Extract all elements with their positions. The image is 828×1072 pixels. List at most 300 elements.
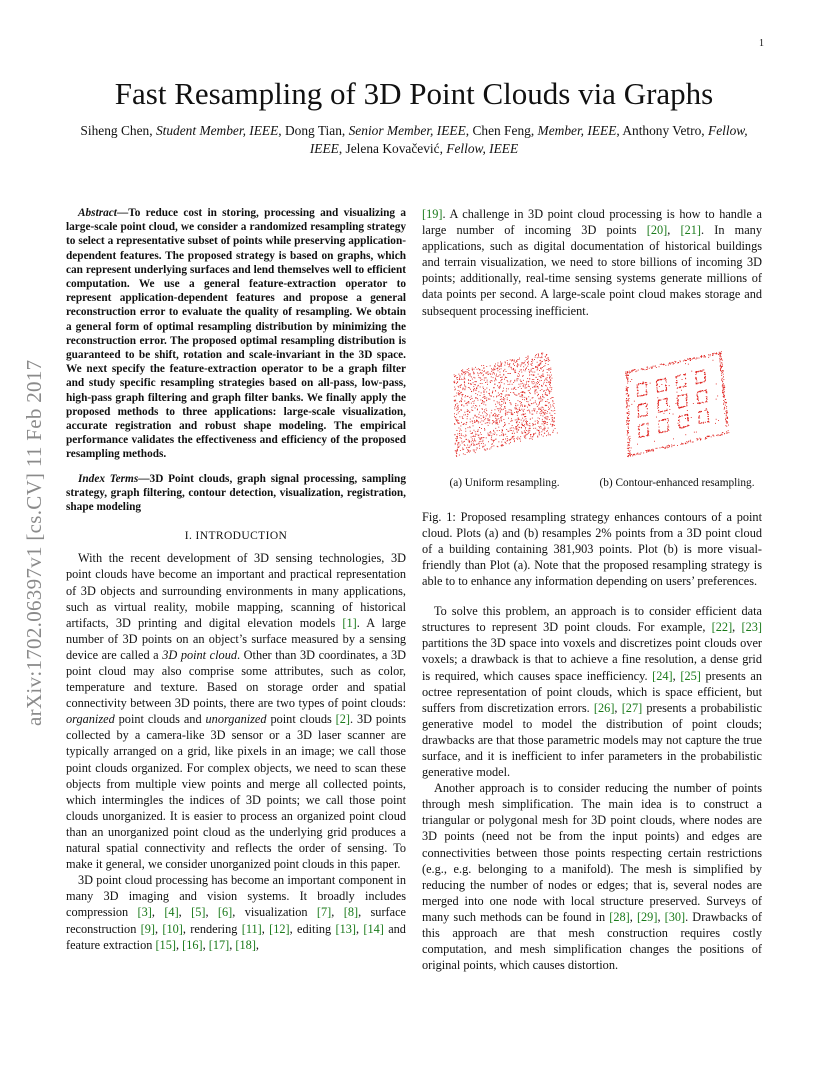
point-cloud-dot <box>707 412 708 413</box>
point-cloud-dot <box>467 414 468 415</box>
point-cloud-dot <box>707 413 708 414</box>
point-cloud-dot <box>468 442 469 443</box>
point-cloud-dot <box>513 438 514 439</box>
point-cloud-dot <box>665 419 666 420</box>
point-cloud-dot <box>679 395 680 396</box>
citation-link[interactable]: [14] <box>363 921 384 936</box>
point-cloud-dot <box>630 454 631 455</box>
point-cloud-dot <box>510 413 511 414</box>
point-cloud-dot <box>665 446 666 447</box>
point-cloud-dot <box>494 369 495 370</box>
point-cloud-dot <box>518 429 519 430</box>
citation-link[interactable]: [9] <box>140 921 155 936</box>
point-cloud-dot <box>708 416 709 417</box>
point-cloud-dot <box>704 372 705 373</box>
point-cloud-dot <box>690 439 691 440</box>
point-cloud-dot <box>705 378 706 379</box>
citation-link[interactable]: [22] <box>711 620 733 635</box>
point-cloud-dot <box>531 365 532 366</box>
point-cloud-dot <box>638 416 639 417</box>
point-cloud-dot <box>726 420 727 421</box>
point-cloud-dot <box>519 385 520 386</box>
citation-link[interactable]: [2] <box>335 712 351 727</box>
point-cloud-dot <box>501 444 502 445</box>
point-cloud-dot <box>530 368 531 369</box>
point-cloud-dot <box>463 405 464 406</box>
point-cloud-dot <box>534 390 535 391</box>
citation-link[interactable]: [16] <box>182 937 203 952</box>
point-cloud-dot <box>533 433 534 434</box>
point-cloud-dot <box>502 445 503 446</box>
left-column <box>66 206 406 953</box>
point-cloud-dot <box>649 367 650 368</box>
point-cloud-dot <box>541 410 542 411</box>
point-cloud-dot <box>720 354 721 355</box>
point-cloud-dot <box>522 432 523 433</box>
citation-link[interactable]: [23] <box>741 620 762 635</box>
point-cloud-dot <box>528 428 529 429</box>
point-cloud-dot <box>527 424 528 425</box>
citation-link[interactable]: [27] <box>621 700 643 715</box>
point-cloud-dot <box>509 383 510 384</box>
citation-link[interactable]: [29] <box>636 909 658 924</box>
point-cloud-dot <box>706 398 707 399</box>
point-cloud-dot <box>524 384 525 385</box>
point-cloud-dot <box>506 413 507 414</box>
point-cloud-dot <box>674 361 675 362</box>
point-cloud-dot <box>492 433 493 434</box>
point-cloud-dot <box>637 389 638 390</box>
point-cloud-dot <box>541 406 542 407</box>
point-cloud-dot <box>640 404 641 405</box>
point-cloud-dot <box>724 387 725 388</box>
point-cloud-dot <box>658 407 659 408</box>
point-cloud-dot <box>542 407 543 408</box>
point-cloud-dot <box>501 379 502 380</box>
point-cloud-dot <box>461 371 462 372</box>
point-cloud-dot <box>668 420 669 421</box>
point-cloud-dot <box>481 409 482 410</box>
point-cloud-dot <box>526 382 527 383</box>
point-cloud-dot <box>487 384 488 385</box>
point-cloud-dot <box>526 421 527 422</box>
point-cloud-dot <box>456 407 457 408</box>
citation-link[interactable]: [4] <box>164 905 179 920</box>
point-cloud-dot <box>548 409 549 410</box>
point-cloud-dot <box>713 353 714 354</box>
point-cloud-dot <box>547 360 548 361</box>
point-cloud-dot <box>722 370 723 371</box>
point-cloud-dot <box>546 431 547 432</box>
point-cloud-dot <box>481 370 482 371</box>
point-cloud-dot <box>673 445 674 446</box>
point-cloud-dot <box>663 419 664 420</box>
citation-link[interactable]: [18] <box>235 937 256 952</box>
point-cloud-dot <box>725 404 726 405</box>
point-cloud-dot <box>454 376 455 377</box>
point-cloud-dot <box>528 370 529 371</box>
point-cloud-dot <box>657 390 658 391</box>
point-cloud-dot <box>667 427 668 428</box>
text-run: , <box>175 937 183 952</box>
citation-link[interactable]: [7] <box>316 905 332 920</box>
point-cloud-dot <box>657 389 658 390</box>
point-cloud-dot <box>696 431 697 432</box>
point-cloud-dot <box>679 416 680 417</box>
point-cloud-dot <box>499 371 500 372</box>
point-cloud-dot <box>724 389 725 390</box>
point-cloud-dot <box>515 362 516 363</box>
point-cloud-dot <box>524 364 525 365</box>
point-cloud-dot <box>552 431 553 432</box>
point-cloud-dot <box>650 450 651 451</box>
point-cloud-dot <box>551 421 552 422</box>
point-cloud-dot <box>716 398 717 399</box>
point-cloud-dot <box>703 356 704 357</box>
point-cloud-dot <box>524 360 525 361</box>
point-cloud-dot <box>493 445 494 446</box>
point-cloud-dot <box>493 400 494 401</box>
point-cloud-dot <box>724 401 725 402</box>
point-cloud-dot <box>673 438 674 439</box>
point-cloud-dot <box>527 390 528 391</box>
point-cloud-dot <box>527 360 528 361</box>
point-cloud-dot <box>644 415 645 416</box>
point-cloud-dot <box>689 425 690 426</box>
citation-link[interactable]: [11] <box>241 921 262 936</box>
point-cloud-dot <box>481 428 482 429</box>
point-cloud-dot <box>521 362 522 363</box>
point-cloud-dot <box>495 379 496 380</box>
point-cloud-dot <box>725 419 726 420</box>
point-cloud-dot <box>468 402 469 403</box>
point-cloud-dot <box>515 426 516 427</box>
point-cloud-dot <box>489 434 490 435</box>
point-cloud-dot <box>638 383 639 384</box>
point-cloud-dot <box>532 368 533 369</box>
point-cloud-dot <box>467 410 468 411</box>
point-cloud-dot <box>523 425 524 426</box>
point-cloud-dot <box>484 396 485 397</box>
point-cloud-dot <box>505 443 506 444</box>
point-cloud-dot <box>503 408 504 409</box>
citation-link[interactable]: [13] <box>335 921 356 936</box>
point-cloud-dot <box>541 419 542 420</box>
point-cloud-dot <box>629 439 630 440</box>
point-cloud-dot <box>521 404 522 405</box>
subfigure-a <box>422 349 587 491</box>
point-cloud-dot <box>545 379 546 380</box>
citation-link[interactable]: [6] <box>217 905 233 920</box>
point-cloud-dot <box>680 374 681 375</box>
text-run: presents a probabilistic generative model to model the distribution of point clouds; drawbacks are that those parametric models may not capture the true surface, and it is inefficient to infer parameters in the probabilistic generative model. <box>422 700 763 780</box>
point-cloud-dot <box>627 419 628 420</box>
point-cloud-dot <box>705 390 706 391</box>
point-cloud-dot <box>659 366 660 367</box>
point-cloud-dot <box>723 400 724 401</box>
point-cloud-dot <box>706 408 707 409</box>
point-cloud-dot <box>501 362 502 363</box>
point-cloud-dot <box>509 402 510 403</box>
point-cloud-dot <box>531 361 532 362</box>
point-cloud-dot <box>537 353 538 354</box>
point-cloud-dot <box>651 366 652 367</box>
point-cloud-dot <box>457 409 458 410</box>
point-cloud-dot <box>628 432 629 433</box>
point-cloud-dot <box>523 369 524 370</box>
point-cloud-dot <box>538 354 539 355</box>
point-cloud-dot <box>544 365 545 366</box>
point-cloud-dot <box>475 381 476 382</box>
point-cloud-dot <box>705 421 706 422</box>
point-cloud-dot <box>727 432 728 433</box>
point-cloud-dot <box>697 402 698 403</box>
point-cloud-dot <box>454 386 455 387</box>
point-cloud-dot <box>628 381 629 382</box>
point-cloud-dot <box>456 379 457 380</box>
citation-link[interactable]: [25] <box>680 668 701 683</box>
point-cloud-dot <box>505 438 506 439</box>
point-cloud-dot <box>637 387 638 388</box>
emphasis: organized <box>66 712 115 727</box>
point-cloud-dot <box>524 431 525 432</box>
point-cloud-dot <box>551 397 552 398</box>
citation-link[interactable]: [20] <box>646 223 668 238</box>
point-cloud-dot <box>457 412 458 413</box>
point-cloud-dot <box>541 434 542 435</box>
point-cloud-dot <box>537 422 538 423</box>
point-cloud-dot <box>488 374 489 375</box>
point-cloud-dot <box>492 390 493 391</box>
point-cloud-dot <box>548 368 549 369</box>
point-cloud-dot <box>628 444 629 445</box>
point-cloud-dot <box>492 422 493 423</box>
point-cloud-dot <box>490 376 491 377</box>
point-cloud-dot <box>539 380 540 381</box>
point-cloud-dot <box>547 389 548 390</box>
point-cloud-dot <box>640 437 641 438</box>
point-cloud-dot <box>514 370 515 371</box>
point-cloud-dot <box>483 374 484 375</box>
point-cloud-dot <box>473 429 474 430</box>
point-cloud-dot <box>660 447 661 448</box>
point-cloud-dot <box>457 442 458 443</box>
point-cloud-dot <box>508 443 509 444</box>
point-cloud-dot <box>520 388 521 389</box>
point-cloud-dot <box>688 424 689 425</box>
point-cloud-dot <box>535 384 536 385</box>
point-cloud-dot <box>724 408 725 409</box>
point-cloud-dot <box>629 413 630 414</box>
point-cloud-dot <box>678 420 679 421</box>
point-cloud-dot <box>520 440 521 441</box>
point-cloud-dot <box>552 420 553 421</box>
point-cloud-dot <box>479 383 480 384</box>
citation-link[interactable]: [1] <box>342 615 357 630</box>
point-cloud-dot <box>626 407 627 408</box>
point-cloud-dot <box>457 386 458 387</box>
point-cloud-dot <box>492 391 493 392</box>
point-cloud-dot <box>658 423 659 424</box>
citation-link[interactable]: [8] <box>343 905 359 920</box>
point-cloud-dot <box>466 452 467 453</box>
point-cloud-dot <box>474 381 475 382</box>
point-cloud-dot <box>459 401 460 402</box>
point-cloud-dot <box>479 438 480 439</box>
citation-link[interactable]: [12] <box>269 921 290 936</box>
point-cloud-dot <box>475 389 476 390</box>
point-cloud-dot <box>495 406 496 407</box>
point-cloud-dot <box>512 413 513 414</box>
point-cloud-dot <box>455 404 456 405</box>
citation-link[interactable]: [26] <box>593 700 615 715</box>
citation-link[interactable]: [3] <box>137 905 152 920</box>
point-cloud-dot <box>464 374 465 375</box>
point-cloud-dot <box>642 368 643 369</box>
point-cloud-dot <box>497 385 498 386</box>
point-cloud-dot <box>489 374 490 375</box>
point-cloud-dot <box>486 371 487 372</box>
point-cloud-dot <box>548 432 549 433</box>
point-cloud-dot <box>547 374 548 375</box>
point-cloud-dot <box>526 398 527 399</box>
point-cloud-dot <box>724 391 725 392</box>
point-cloud-dot <box>480 438 481 439</box>
point-cloud-dot <box>500 396 501 397</box>
point-cloud-dot <box>684 426 685 427</box>
point-cloud-dot <box>718 354 719 355</box>
citation-link[interactable]: [30] <box>664 909 686 924</box>
point-cloud-dot <box>521 371 522 372</box>
point-cloud-dot <box>548 359 549 360</box>
point-cloud-dot <box>539 390 540 391</box>
point-cloud-dot <box>483 448 484 449</box>
point-cloud-dot <box>545 378 546 379</box>
point-cloud-dot <box>522 399 523 400</box>
point-cloud-dot <box>546 435 547 436</box>
citation-link[interactable]: [24] <box>652 668 673 683</box>
point-cloud-dot <box>477 430 478 431</box>
point-cloud-dot <box>722 366 723 367</box>
point-cloud-dot <box>684 406 685 407</box>
point-cloud-dot <box>545 392 546 393</box>
citation-link[interactable]: [5] <box>191 905 206 920</box>
point-cloud-dot <box>698 370 699 371</box>
point-cloud-dot <box>475 449 476 450</box>
point-cloud-dot <box>470 383 471 384</box>
point-cloud-dot <box>547 427 548 428</box>
point-cloud-dot <box>550 414 551 415</box>
point-cloud-dot <box>720 370 721 371</box>
point-cloud-dot <box>659 386 660 387</box>
point-cloud-dot <box>465 371 466 372</box>
point-cloud-dot <box>639 435 640 436</box>
point-cloud-dot <box>485 377 486 378</box>
point-cloud-dot <box>647 411 648 412</box>
citation-link[interactable]: [28] <box>609 909 630 924</box>
citation-link[interactable]: [21] <box>680 223 701 238</box>
point-cloud-dot <box>673 362 674 363</box>
point-cloud-dot <box>508 409 509 410</box>
point-cloud-dot <box>461 370 462 371</box>
citation-link[interactable]: [10] <box>162 921 183 936</box>
point-cloud-dot <box>466 371 467 372</box>
point-cloud-dot <box>524 405 525 406</box>
point-cloud-dot <box>628 456 629 457</box>
point-cloud-dot <box>478 377 479 378</box>
point-cloud-dot <box>541 353 542 354</box>
point-cloud-dot <box>628 387 629 388</box>
point-cloud-dot <box>657 403 658 404</box>
author-role: Fellow, IEEE <box>309 123 748 156</box>
point-cloud-dot <box>473 377 474 378</box>
point-cloud-dot <box>485 382 486 383</box>
point-cloud-dot <box>517 425 518 426</box>
index-terms-text: —3D Point clouds, graph signal processing, sampling strategy, graph filtering, contour detection, visualization, registration, shape modeling <box>66 472 406 514</box>
point-cloud-dot <box>549 385 550 386</box>
point-cloud-dot <box>552 410 553 411</box>
point-cloud-dot <box>494 378 495 379</box>
citation-link[interactable]: [19] <box>422 207 443 221</box>
point-cloud-dot <box>684 374 685 375</box>
point-cloud-dot <box>455 450 456 451</box>
right-paragraph-3 <box>422 780 762 973</box>
point-cloud-dot <box>692 441 693 442</box>
point-cloud-dot <box>647 367 648 368</box>
citation-link[interactable]: [17] <box>208 937 230 952</box>
point-cloud-dot <box>691 370 692 371</box>
point-cloud-dot <box>468 370 469 371</box>
point-cloud-dot <box>483 368 484 369</box>
point-cloud-dot <box>518 383 519 384</box>
text-run: . A challenge in 3D point cloud processing is how to handle a large number of incoming 3D points <box>422 207 762 238</box>
point-cloud-dot <box>514 412 515 413</box>
point-cloud-dot <box>628 436 629 437</box>
point-cloud-dot <box>676 384 677 385</box>
point-cloud-dot <box>678 403 679 404</box>
point-cloud-dot <box>545 385 546 386</box>
point-cloud-dot <box>627 418 628 419</box>
point-cloud-dot <box>658 404 659 405</box>
point-cloud-dot <box>718 420 719 421</box>
point-cloud-dot <box>504 361 505 362</box>
point-cloud-dot <box>531 362 532 363</box>
point-cloud-dot <box>466 369 467 370</box>
point-cloud-dot <box>696 383 697 384</box>
citation-link[interactable]: [15] <box>155 937 176 952</box>
point-cloud-dot <box>484 444 485 445</box>
point-cloud-dot <box>504 442 505 443</box>
right-paragraph-2 <box>422 603 762 780</box>
point-cloud-dot <box>489 373 490 374</box>
point-cloud-dot <box>722 380 723 381</box>
point-cloud-dot <box>667 403 668 404</box>
text-run: . 3D points collected by a camera-like 3D sensor or a 3D laser scanner are typically arranged on a grid, like pixels in an image; we call those point clouds organized. For complex objects, we need to scan these objects from multiple view points and merge all collected points, which intermingles the indices of 3D points; we call those point clouds unorganized. It is easier to process an organized point cloud than an unorganized point cloud as the underlying grid produces a natural spatial connectivity and reflects the order of sensing. To make it general, we consider unorganized point clouds in this paper. <box>66 712 407 872</box>
point-cloud-dot <box>679 421 680 422</box>
point-cloud-dot <box>703 422 704 423</box>
point-cloud-dot <box>459 433 460 434</box>
point-cloud-dot <box>494 439 495 440</box>
point-cloud-dot <box>491 380 492 381</box>
point-cloud-dot <box>473 445 474 446</box>
point-cloud-dot <box>516 394 517 395</box>
point-cloud-dot <box>540 413 541 414</box>
point-cloud-dot <box>720 365 721 366</box>
point-cloud-dot <box>539 418 540 419</box>
point-cloud-dot <box>535 423 536 424</box>
text-run: , editing <box>289 921 336 936</box>
point-cloud-dot <box>501 431 502 432</box>
